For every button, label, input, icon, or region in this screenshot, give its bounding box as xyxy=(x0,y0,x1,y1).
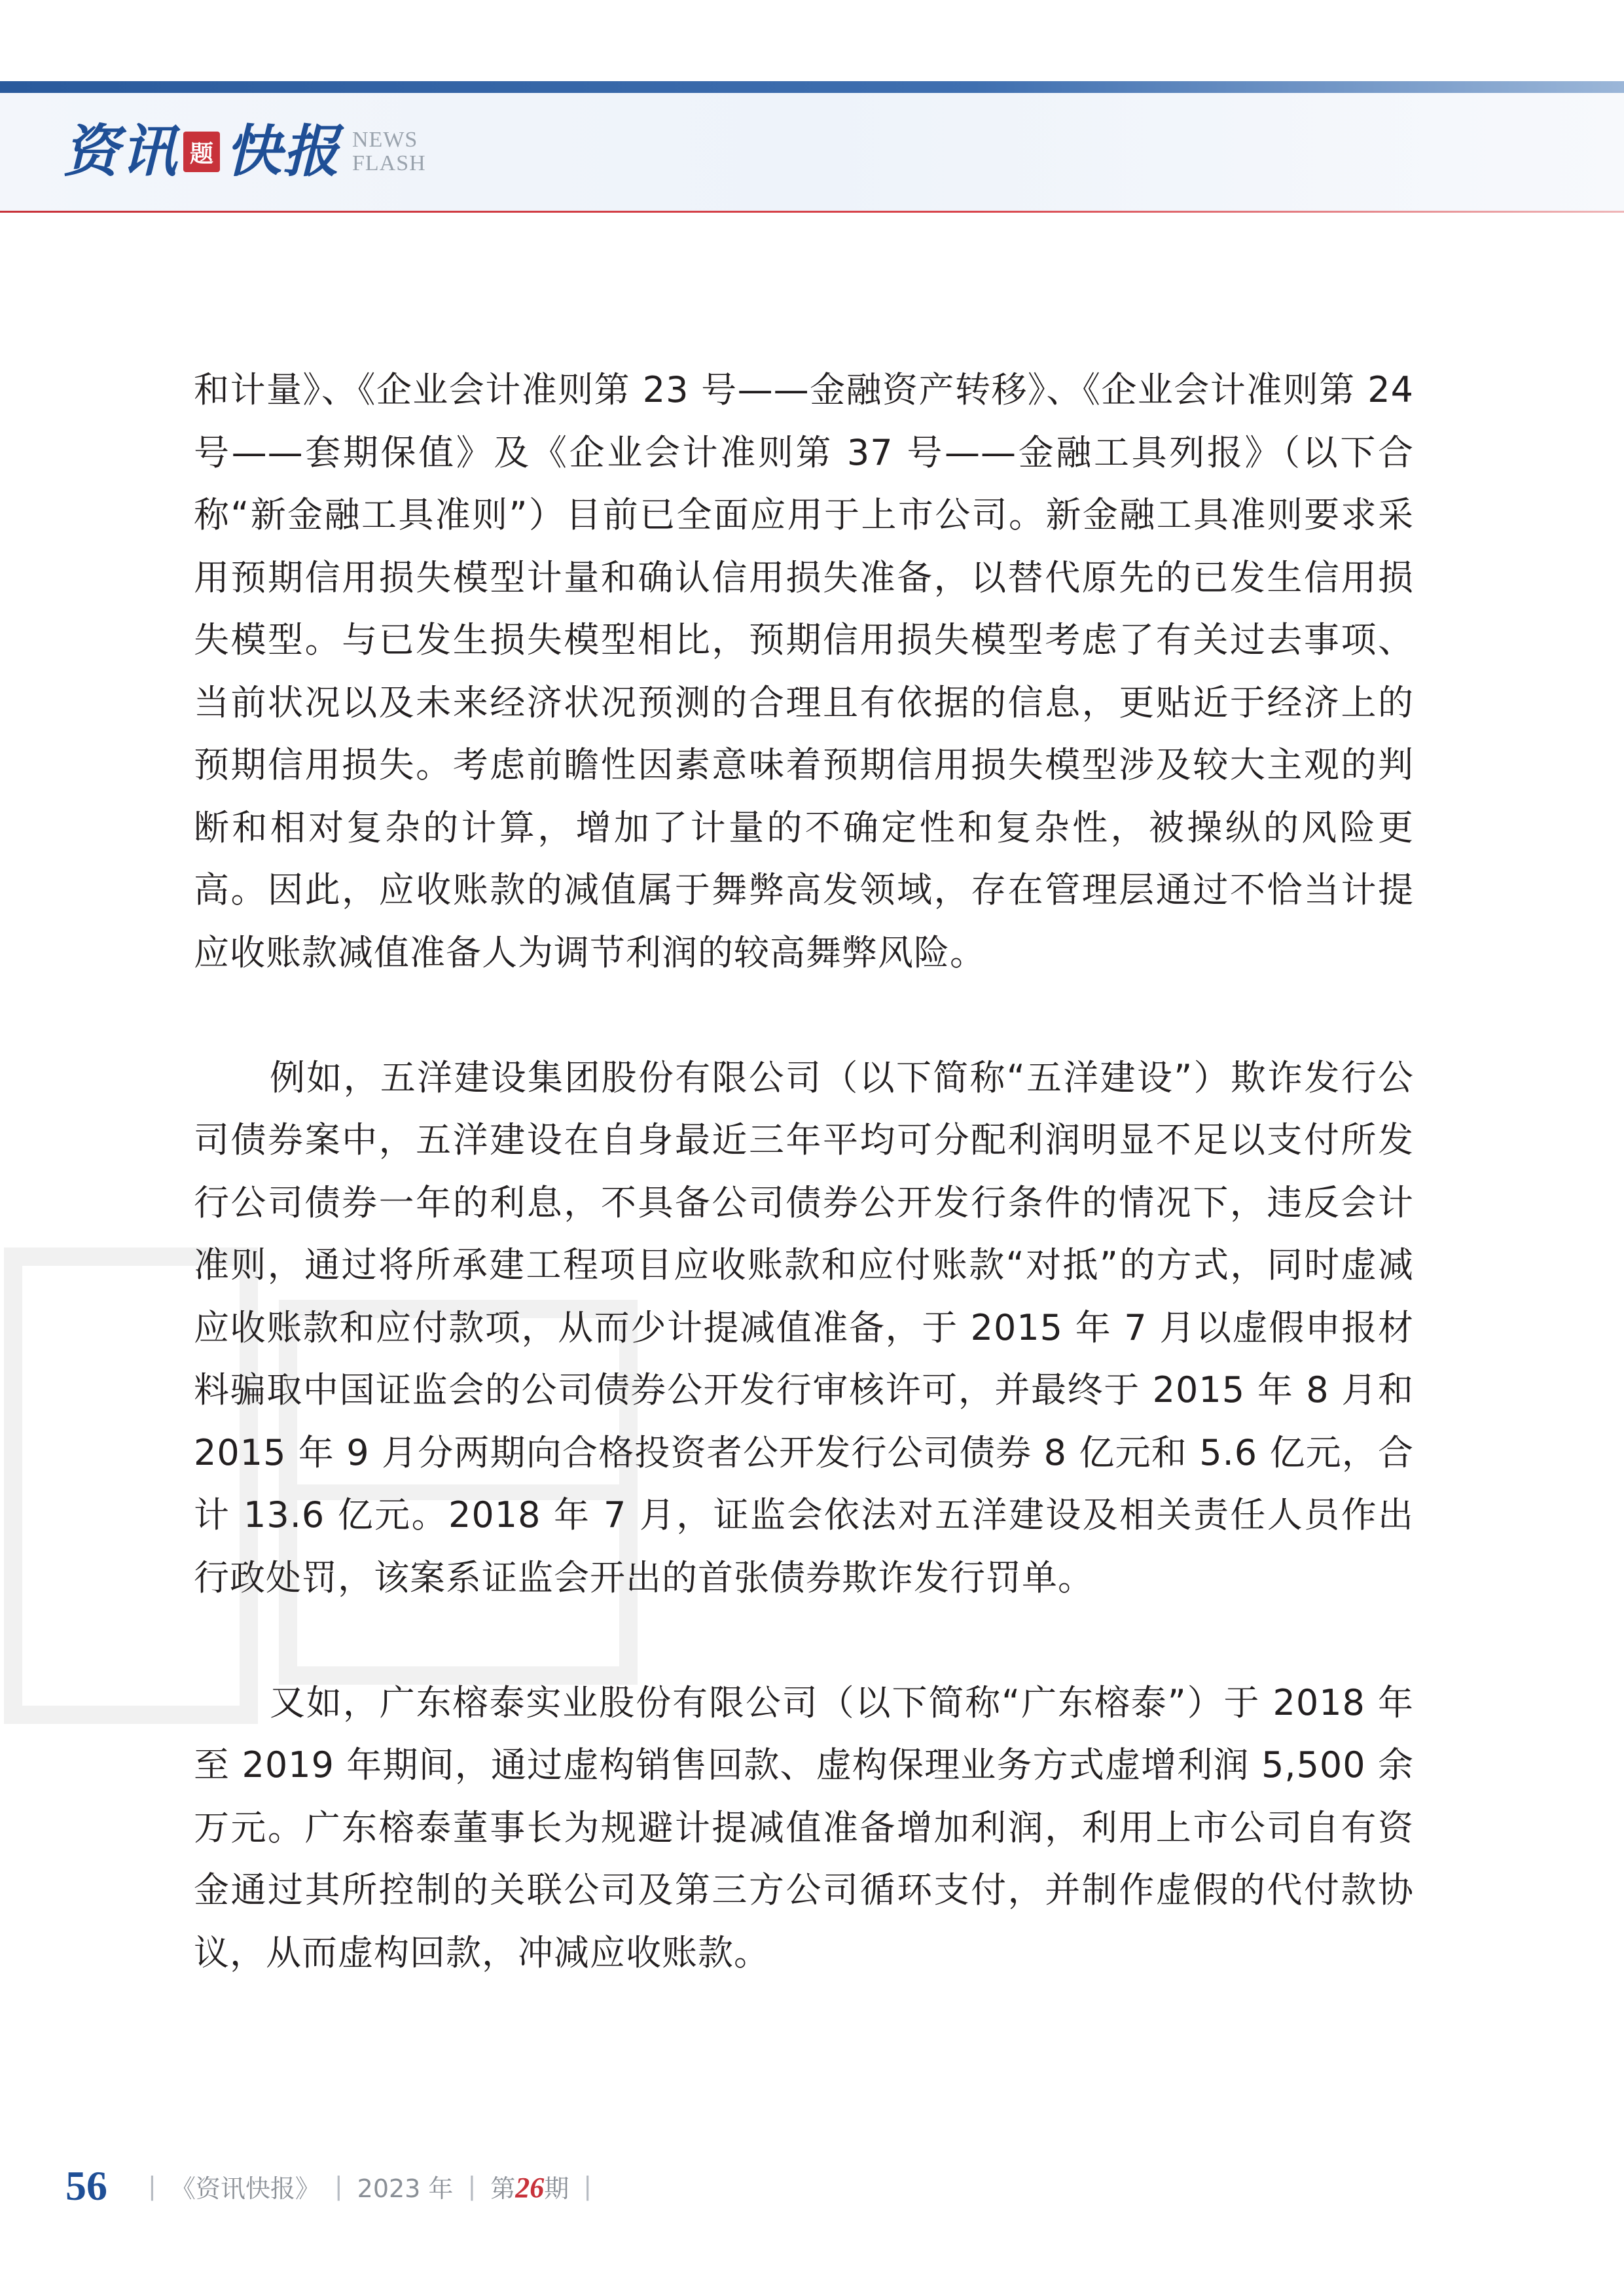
flash-label: FLASH xyxy=(352,151,426,175)
news-flash-label xyxy=(352,128,426,175)
publication-name: 《资讯快报》 xyxy=(170,2174,320,2203)
header-top-bar xyxy=(0,81,1624,93)
masthead-left: 资讯 xyxy=(63,118,178,185)
page-number: 56 xyxy=(65,2162,107,2209)
article-body xyxy=(194,359,1414,1984)
masthead-logo xyxy=(63,113,426,191)
footer-separator: | xyxy=(334,2172,343,2200)
page-footer xyxy=(65,2160,606,2212)
issue-suffix: 期 xyxy=(544,2174,569,2203)
footer-separator: | xyxy=(148,2172,156,2200)
masthead-right: 快报 xyxy=(225,118,340,185)
paragraph-1: 和计量》、《企业会计准则第 23 号——金融资产转移》、《企业会计准则第 24 号——套期保值》及《企业会计准则第 37 号——金融工具列报》（以下合称“新金融工具准则”）目前已全面应用于上市公司。新金融工具准则要求采用预期信用损失模型计量和确认信用损失准备，以替代原先的已发生信用损失模型。与已发生损失模型相比，预期信用损失模型考虑了有关过去事项、当前状况以及未来经济状况预测的合理且有依据的信息，更贴近于经济上的预期信用损失。考虑前瞻性因素意味着预期信用损失模型涉及较大主观的判断和相对复杂的计算，增加了计量的不确定性和复杂性，被操纵的风险更高。因此，应收账款的减值属于舞弊高发领域，存在管理层通过不恰当计提应收账款减值准备人为调节利润的较高舞弊风险。 xyxy=(194,369,1414,973)
issue-prefix: 第 xyxy=(490,2174,516,2203)
footer-separator: | xyxy=(467,2172,477,2200)
header-divider xyxy=(0,211,1624,213)
issue-number: 26 xyxy=(515,2171,545,2204)
publication-year: 2023 年 xyxy=(357,2174,454,2203)
news-label: NEWS xyxy=(352,128,418,152)
paragraph-2: 例如，五洋建设集团股份有限公司（以下简称“五洋建设”）欺诈发行公司债券案中，五洋建设在自身最近三年平均可分配利润明显不足以支付所发行公司债券一年的利息，不具备公司债券公开发行条件的情况下，违反会计准则，通过将所承建工程项目应收账款和应付账款“对抵”的方式，同时虚减应收账款和应付款项，从而少计提减值准备，于 2015 年 7 月以虚假申报材料骗取中国证监会的公司债券公开发行审核许可，并最终于 2015 年 8 月和 2015 年 9 月分两期向合格投资者公开发行公司债券 8 亿元和 5.6 亿元，合计 13.6 亿元。2018 年 7 月，证监会依法对五洋建设及相关责任人员作出行政处罚，该案系证监会开出的首张债券欺诈发行罚单。 xyxy=(194,1056,1414,1598)
issue-label xyxy=(490,2168,569,2204)
masthead-seal-icon: 题 xyxy=(183,132,220,172)
paragraph-3: 又如，广东榕泰实业股份有限公司（以下简称“广东榕泰”）于 2018 年至 2019 年期间，通过虚构销售回款、虚构保理业务方式虚增利润 5,500 余万元。广东榕泰董事长为规避计提减值准备增加利润，利用上市公司自有资金通过其所控制的关联公司及第三方公司循环支付，并制作虚假的代付款协议，从而虚构回款，冲减应收账款。 xyxy=(194,1681,1414,1973)
footer-separator: | xyxy=(583,2172,592,2200)
